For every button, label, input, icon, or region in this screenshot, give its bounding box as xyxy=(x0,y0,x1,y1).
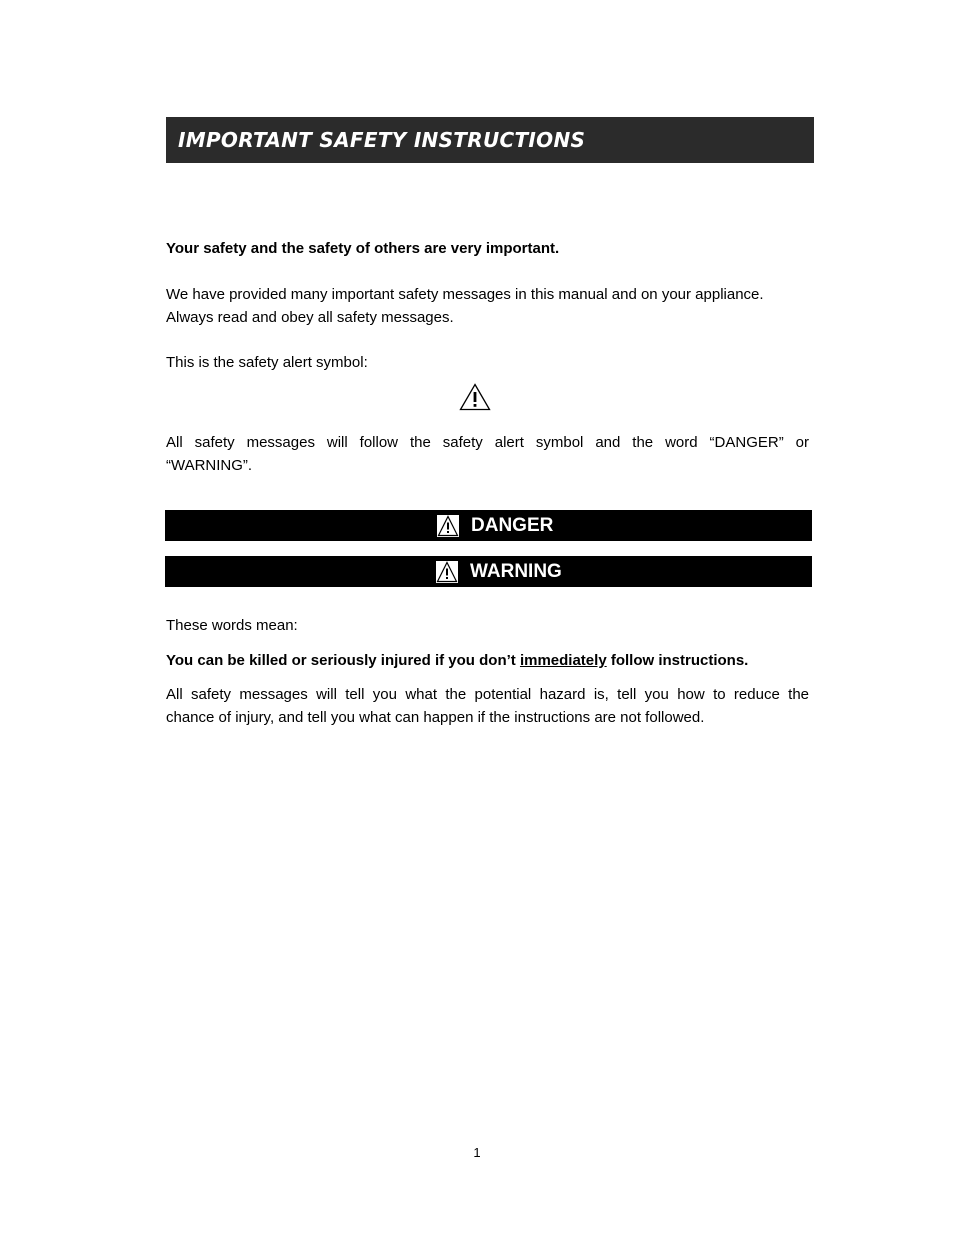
warning-label: WARNING xyxy=(470,560,562,582)
title-bar xyxy=(166,117,814,163)
follow-text-line2: “WARNING”. xyxy=(166,457,253,474)
page-title: IMPORTANT SAFETY INSTRUCTIONS xyxy=(178,128,586,152)
follow-text-line1: All safety messages will follow the safety alert symbol and the word “DANGER” or xyxy=(166,434,809,451)
killed-text-underlined: immediately xyxy=(519,652,607,669)
always-text: Always read and obey all safety messages. xyxy=(166,309,454,326)
symbol-label: This is the safety alert symbol: xyxy=(166,354,368,371)
danger-warning-triangle-icon xyxy=(437,515,459,537)
warning-triangle-icon xyxy=(459,383,491,411)
tell-text-line2: chance of injury, and tell you what can happen if the instructions are not followed. xyxy=(166,709,705,726)
intro-text: Your safety and the safety of others are very important. xyxy=(166,240,560,257)
danger-label: DANGER xyxy=(471,514,554,536)
warning-banner xyxy=(165,556,812,587)
killed-text-before: You can be killed or seriously injured if you don’t xyxy=(166,652,520,669)
danger-banner xyxy=(165,510,812,541)
words-mean-text: These words mean: xyxy=(166,617,298,634)
provided-text: We have provided many important safety messages in this manual and on your appliance. xyxy=(166,286,764,303)
killed-text xyxy=(166,649,809,672)
page-number: 1 xyxy=(473,1145,481,1160)
tell-text-line1: All safety messages will tell you what the potential hazard is, tell you how to reduce the xyxy=(166,686,809,703)
warning-warning-triangle-icon xyxy=(436,561,458,583)
killed-text-after: follow instructions. xyxy=(606,652,749,669)
